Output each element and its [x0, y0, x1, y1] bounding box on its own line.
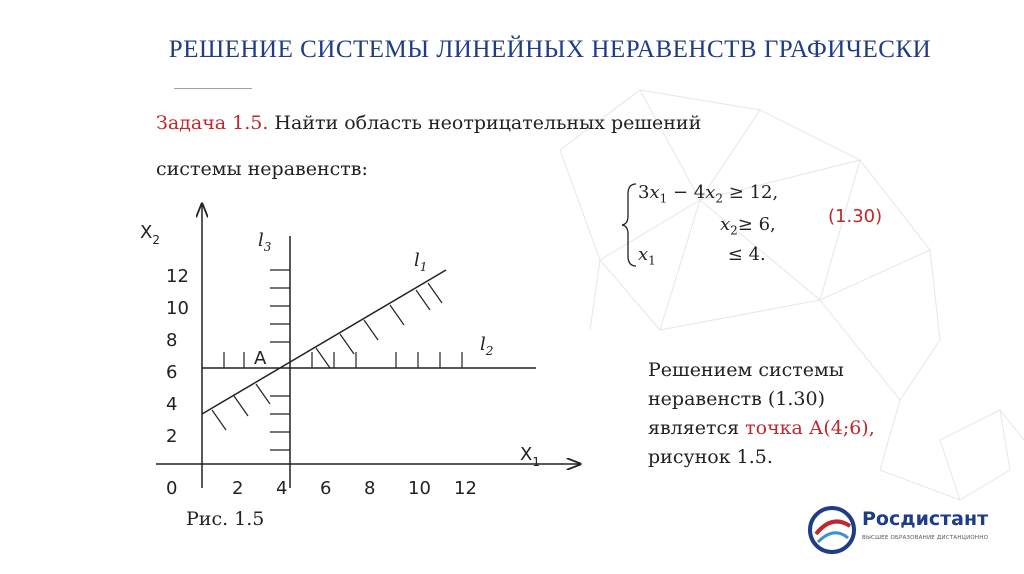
- task-label: Задача 1.5.: [156, 112, 269, 134]
- x-tick-12: 12: [454, 478, 477, 499]
- x-tick-8: 8: [364, 478, 376, 499]
- l1-label: $l_1$: [414, 250, 428, 274]
- answer-line-4: рисунок 1.5.: [648, 446, 773, 468]
- y-tick-8: 8: [166, 330, 178, 351]
- y-tick-6: 6: [166, 362, 178, 383]
- y-tick-12: 12: [166, 266, 189, 287]
- inequality-3: $x_1 \le 4$.: [638, 244, 766, 268]
- logo-tagline: ВЫСШЕЕ ОБРАЗОВАНИЕ ДИСТАНЦИОННО: [862, 535, 989, 541]
- l2-label: $l_2$: [480, 334, 494, 358]
- inequality-2: $x_2\ge 6$,: [720, 214, 776, 238]
- task-statement-cont: системы неравенств:: [156, 158, 368, 180]
- slide-title: РЕШЕНИЕ СИСТЕМЫ ЛИНЕЙНЫХ НЕРАВЕНСТВ ГРАФИЧЕСКИ: [168, 36, 932, 63]
- answer-line-2: неравенств (1.30): [648, 388, 826, 410]
- x-tick-6: 6: [320, 478, 332, 499]
- line-l1: [202, 270, 446, 414]
- x-tick-4: 4: [276, 478, 288, 499]
- y-tick-4: 4: [166, 394, 178, 415]
- y-tick-2: 2: [166, 426, 178, 447]
- logo-name: Росдистант: [862, 508, 989, 530]
- l3-hatching: [270, 270, 290, 450]
- x-tick-10: 10: [408, 478, 431, 499]
- x-tick-2: 2: [232, 478, 244, 499]
- answer-highlight: точка А(4;6),: [745, 417, 875, 439]
- l3-label: $l_3$: [258, 230, 272, 254]
- system-number: (1.30): [828, 206, 883, 227]
- answer-line-1: Решением системы: [648, 359, 844, 381]
- l1-hatching: [212, 283, 442, 430]
- task-text: Найти область неотрицательных решений: [268, 112, 702, 134]
- figure-caption: Рис. 1.5: [186, 508, 265, 530]
- inequality-1: $3x_1 - 4x_2 \ge 12$,: [638, 182, 779, 206]
- y-axis-label: $X_2$: [140, 222, 160, 247]
- point-a-label: A: [254, 348, 267, 369]
- globe-swirl-icon: [806, 504, 858, 556]
- x-tick-0: 0: [166, 478, 178, 499]
- y-tick-10: 10: [166, 298, 189, 319]
- answer-line-3: является точка А(4;6),: [648, 417, 875, 439]
- x-axis-label: $X_1$: [520, 444, 540, 469]
